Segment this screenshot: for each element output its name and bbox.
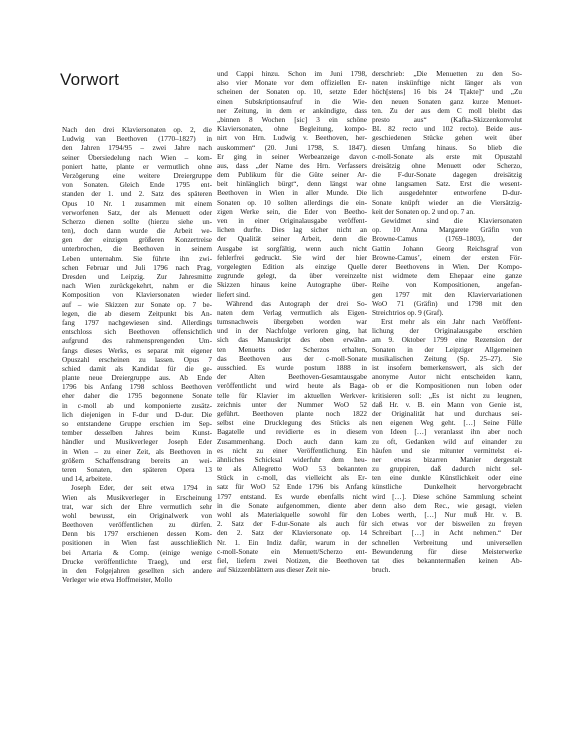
text-line: am 9. Oktober 1799 eine Rezension der xyxy=(372,336,522,345)
text-line: anonyme Autor nicht entscheiden kann, xyxy=(372,373,522,382)
text-line: lich ausgedehnter entworfene D-dur- xyxy=(372,189,522,198)
text-line: ner Zeitung, in dem er ankündigte, dass xyxy=(217,106,367,115)
text-line: höch[stens] 16 bis 24 T[akte]“ und „Zu xyxy=(372,88,522,97)
text-line: ob er die Kompositionen nun loben oder xyxy=(372,382,522,391)
text-line: es nicht zu einer Veröffentlichung. Ein xyxy=(217,446,367,455)
text-line: sich etwas vor der bisweilen zu freyen xyxy=(372,520,522,529)
text-line: von Ideen […] veranlasst ihn aber noch xyxy=(372,428,522,437)
text-line: Klaviersonaten, ohne Begleitung, kompo- xyxy=(217,125,367,134)
text-line: lich diejenigen in F-dur und D-dur. Die xyxy=(62,410,212,419)
text-line: fehlerfrei gedruckt. Sie wird der hier xyxy=(217,253,367,262)
text-line: aus, dass „der Name des Hrn. Verfassers xyxy=(217,161,367,170)
text-line: schied damit als Kandidat für die ge- xyxy=(62,364,212,373)
text-line: BL 82 recto und 102 recto). Beide aus- xyxy=(372,125,522,134)
text-line: zu oft, Gedanken wild auf einander zu xyxy=(372,437,522,446)
text-line: Opuszahl erscheinen zu lassen. Opus 7 xyxy=(62,355,212,364)
text-line: Wien als Musikverleger in Erscheinung xyxy=(62,493,212,502)
text-line: entschloss sich Beethoven offensichtlich xyxy=(62,328,212,337)
text-line: Gattin Johann Georg Reichsgraf von xyxy=(372,244,522,253)
text-line: gen 1797 mit den Klaviervariationen xyxy=(372,290,522,299)
text-line: trat, war sich der Ehre vermutlich sehr xyxy=(62,502,212,511)
text-line: Während das Autograph der drei So- xyxy=(226,299,367,308)
text-line: nach Wien zurückgekehrt, nahm er die xyxy=(62,282,212,291)
text-line: Verleger wie etwa Hoffmeister, Mollo xyxy=(62,576,173,585)
text-line: auskommen“ (20. Juni 1798, S. 1847). xyxy=(217,143,367,152)
text-line: „binnen 8 Wochen [sic] 3 ein schöne xyxy=(217,115,367,124)
text-line: 1796 bis Anfang 1798 schloss Beethoven xyxy=(62,383,212,392)
text-line: poniert hatte, plante er vermutlich ohne xyxy=(62,162,212,171)
text-line: der Originalität hat und durchaus sei- xyxy=(372,409,522,418)
text-line: einen Subskriptionsaufruf in die Wie- xyxy=(217,97,367,106)
text-column-2 xyxy=(217,70,367,575)
text-line: Sonaten in der Leipziger Allgemeinen xyxy=(372,345,522,354)
text-line: Stück in c-moll, das vielleicht als Er- xyxy=(217,474,367,483)
text-line: fangs dieses Werks, es separat mit eigener xyxy=(62,346,212,355)
text-line: zigen Werke sein, die Eder von Beetho- xyxy=(217,207,367,216)
text-line: Schreibart […] in Acht nehmen.“ Der xyxy=(372,529,522,538)
text-line: wohl als Materialquelle sowohl für den xyxy=(217,511,367,519)
text-line: ten), doch dann wurde die Arbeit we- xyxy=(62,227,212,236)
text-line: in Wien – zu einer Zeit, als Beethoven in xyxy=(62,447,212,456)
text-line: Komposition von Klaviersonaten wieder xyxy=(62,291,212,300)
text-line: 1797 entstand. Es wurde ebenfalls nicht xyxy=(217,492,367,501)
text-line: den Jahren 1794/95 – zwei Jahre nach xyxy=(62,144,212,153)
text-line: telle für Klavier im aktuellen Werkver- xyxy=(217,391,367,400)
text-line: Sonaten op. 10 sollten allerdings die ein- xyxy=(217,198,367,207)
text-line: diesen Umfang hinaus. So blieb die xyxy=(372,143,522,152)
text-line: Sonate knüpft wieder an die Viersätzig- xyxy=(372,198,522,207)
text-line: in c-moll ab und komponierte zusätz- xyxy=(62,401,212,410)
text-line: presto aus“ (Kafka-Skizzenkonvolut xyxy=(372,115,522,124)
text-line: legen, die ab diesem Zeitpunkt bis An- xyxy=(62,309,212,318)
text-line: selbst eine Drucklegung des Stücks als xyxy=(217,419,367,428)
text-line: tumsnachweis übergeben worden war xyxy=(217,318,367,327)
text-line: Er ging in seiner Werbeanzeige davon xyxy=(217,152,367,161)
text-line: denn also dem Rec., wie gesagt, vielen xyxy=(372,501,522,510)
text-line: Verzögerung eine weitere Dreiergruppe xyxy=(62,171,212,180)
text-line: gen der einzigen größeren Konzertreise xyxy=(62,236,212,245)
text-line: sich das Manuskript des oben erwähn- xyxy=(217,336,367,345)
text-line: also vier Monate vor dem offiziellen Er- xyxy=(217,79,367,88)
text-line: auf Skizzenblättern aus dieser Zeit nie- xyxy=(217,566,331,575)
text-line: naten dem Verlag vermutlich als Eigen- xyxy=(217,308,367,317)
text-line: nist widmete dem Ehepaar eine ganze xyxy=(372,272,522,281)
text-line: fiel, liefern zwei Notizen, die Beethoven xyxy=(217,556,367,565)
text-line: dreisätzig ohne Menuett oder Scherzo, xyxy=(372,161,522,170)
text-line: Zusammenhang. Doch auch dann kam xyxy=(217,437,367,446)
text-line: in den Folgejahren gesellten sich andere xyxy=(62,567,212,575)
text-line: Joseph Eder, der seit etwa 1794 in xyxy=(71,484,212,493)
text-column-1 xyxy=(62,126,212,585)
text-line: liefert sind. xyxy=(217,290,251,299)
text-line: wird […]. Diese schöne Sammlung scheint xyxy=(372,492,522,501)
text-line: ist insofern bemerkenswert, als sich der xyxy=(372,364,522,372)
text-line: geschiedenen Stücke gehen weit über xyxy=(372,134,522,143)
text-line: c-moll-Sonate ein Menuett/Scherzo ent- xyxy=(217,547,367,556)
text-line: derschrieb: „Die Menuetten zu den So- xyxy=(372,70,522,78)
text-line: c-moll-Sonate als erste mit Opuszahl xyxy=(372,152,522,161)
text-line: von Sonaten. Gleich Ende 1795 ent- xyxy=(62,181,212,190)
text-line: dem Publikum für die Güte seiner Ar- xyxy=(217,171,367,180)
text-line: Ludwig van Beethoven (1770–1827) in xyxy=(62,135,212,144)
text-line: plante neue Dreiergruppe aus. Ab Ende xyxy=(62,374,212,383)
text-line: Opus 10 Nr. 1 zusammen mit einem xyxy=(62,199,212,208)
page-title: Vorwort xyxy=(60,70,120,89)
text-line: den 2. Satz der Klaviersonate op. 14 xyxy=(217,529,367,538)
text-line: und 14, arbeitete. xyxy=(62,475,113,484)
text-line: naten inskünftige nicht länger als von xyxy=(372,79,522,88)
text-line: veröffentlicht und wird heute als Baga- xyxy=(217,382,367,391)
text-line: nen eigenen Weg geht. […] Seine Fülle xyxy=(372,419,522,428)
text-line: standen der 1. und 2. Satz des späteren xyxy=(62,190,212,199)
text-line: tember desselben Jahres beim Kunst- xyxy=(62,429,212,438)
text-line: schen Februar und Juli 1796 nach Prag, xyxy=(62,263,212,272)
text-line: Lobes werth, […] Nur muß Hr. v. B. xyxy=(372,511,522,519)
text-line: Nr. 1. Ein Indiz dafür, warum in der xyxy=(217,538,367,547)
text-line: Ausgabe ist sorgfältig, wenn auch nicht xyxy=(217,244,367,253)
text-line: geführt. Beethoven plante noch 1822 xyxy=(217,409,367,418)
text-line: Nach den drei Klaviersonaten op. 2, die xyxy=(62,126,212,134)
text-line: lichen durfte. Dies lag sicher nicht an xyxy=(217,226,367,235)
text-line: scheinen der Sonaten op. 10, setzte Eder xyxy=(217,88,367,97)
text-line: Beethoven in Wien in aller Munde. Die xyxy=(217,189,367,198)
text-line: lichung der Originalausgabe erschien xyxy=(372,327,522,336)
text-line: Browne-Camus (1769–1803), der xyxy=(372,235,522,244)
text-line: häufen und sie mitunter vermittelst ei- xyxy=(372,446,522,455)
text-line: tat dies bekanntermaßen keinen Ab- xyxy=(372,556,522,565)
text-line: schnellen Verbreitung und universellen xyxy=(372,538,522,547)
text-line: WoO 71 (Gräfin) und 1798 mit den xyxy=(372,299,522,308)
text-line: Streichtrios op. 9 (Graf). xyxy=(372,308,444,317)
text-line: teren Sonaten, den späteren Opera 13 xyxy=(62,465,212,474)
text-line: Erst mehr als ein Jahr nach Veröffent- xyxy=(381,318,522,327)
text-line: und Cappi hinzu. Schon im Juni 1798, xyxy=(217,70,367,78)
text-column-3 xyxy=(372,70,522,575)
text-line: Drucke veröffentlichte Traeg), und erst xyxy=(62,557,212,566)
text-line: ten Menuetts oder Scherzos erhalten, xyxy=(217,345,367,354)
text-line: musikalischen Zeitung (Sp. 25–27). Sie xyxy=(372,354,522,363)
text-line: keit der Sonaten op. 2 und op. 7 an. xyxy=(372,207,475,216)
text-line: ten eine dunkle Künstlichkeit oder eine xyxy=(372,474,522,483)
text-line: fang 1797 nachgewiesen sind. Allerdings xyxy=(62,318,212,327)
text-line: aufgrund des rahmensprengenden Um- xyxy=(62,337,212,346)
text-line: Scherzo dienen sollte (hierzu siehe un- xyxy=(62,217,212,226)
text-line: wohl bewusst, ein Originalwerk von xyxy=(62,511,212,520)
text-line: und in der Nachfolge verloren ging, hat xyxy=(217,327,367,336)
text-line: das Beethoven aus der c-moll-Sonate xyxy=(217,354,367,363)
text-line: positionen in Wien fast ausschließlich xyxy=(62,539,212,548)
text-line: unterbrochen, die Beethoven in seinem xyxy=(62,245,212,254)
text-line: Browne-Camus’, einem der ersten För- xyxy=(372,253,522,262)
text-line: op. 10 Anna Margarete Gräfin von xyxy=(372,226,522,235)
text-line: der Alten Beethoven-Gesamtausgabe xyxy=(217,373,367,382)
text-line: te als Allegretto WoO 53 bekannten xyxy=(217,465,367,474)
text-line: Skizzen hinaus keine Autographe über- xyxy=(217,281,367,290)
text-line: Reihe von Kompositionen, angefan- xyxy=(372,281,522,290)
text-line: nirt von Hrn. Ludwig v. Beethoven, her- xyxy=(217,134,367,143)
text-line: so entstandene Gruppe erschien im Sep- xyxy=(62,420,212,428)
text-line: auf – wie Skizzen zur Sonate op. 7 be- xyxy=(62,300,212,309)
text-line: ähnliches Schicksal widerfuhr dem heu- xyxy=(217,455,367,464)
text-line: bei Artaria & Comp. (einige wenige xyxy=(62,548,212,557)
text-line: beit hinlänglich bürgt“, denn längst war xyxy=(217,180,367,189)
text-line: ohne langsamen Satz. Erst die wesent- xyxy=(372,180,522,189)
text-line: Denn bis 1797 erschienen dessen Kom- xyxy=(62,530,212,539)
text-line: Gewidmet sind die Klaviersonaten xyxy=(381,217,522,225)
text-line: ner etwas bizarren Manier dergestalt xyxy=(372,455,522,464)
text-line: Bagatelle und revidierte es in diesem xyxy=(217,428,367,437)
text-line: ven in einer Originalausgabe veröffent- xyxy=(217,217,367,225)
text-line: Leben unternahm. Sie führte ihn zwi- xyxy=(62,254,212,263)
text-line: Beethoven veröffentlichen zu dürfen. xyxy=(62,521,212,530)
text-line: größem Schaffensdrang bereits an wei- xyxy=(62,456,212,465)
text-line: künstliche Dunkelheit hervorgebracht xyxy=(372,483,522,492)
text-line: seiner Übersiedelung nach Wien – kom- xyxy=(62,153,212,162)
text-line: Dresden und Leipzig. Zur Jahresmitte xyxy=(62,273,212,281)
text-line: händler und Musikverleger Joseph Eder xyxy=(62,438,212,447)
text-line: 2. Satz der F-dur-Sonate als auch für xyxy=(217,520,367,529)
text-line: satz für WoO 52 Ende 1796 bis Anfang xyxy=(217,483,367,492)
text-line: Bewunderung für diese Meisterwerke xyxy=(372,547,522,556)
text-line: vorgelegten Edition als einzige Quelle xyxy=(217,262,367,271)
text-line: zugrunde gelegt, da über vereinzelte xyxy=(217,272,367,281)
text-line: in die Sonate aufgenommen, diente aber xyxy=(217,501,367,510)
text-line: ten. Zu der aus dem C moll bleibt das xyxy=(372,106,522,115)
text-line: der Qualität seiner Arbeit, denn die xyxy=(217,235,367,244)
text-line: kritisieren soll: „Es ist nicht zu leugnen, xyxy=(372,391,522,400)
text-line: die F-dur-Sonate dagegen dreisätzig xyxy=(372,171,522,180)
text-line: den neuen Sonaten ganz kurze Menuet- xyxy=(372,97,522,106)
text-line: verworfenen Satz, der als Menuett oder xyxy=(62,208,212,217)
text-line: bruch. xyxy=(372,566,391,575)
text-line: zu gruppiren, daß dadurch nicht sel- xyxy=(372,465,522,474)
text-line: zeichnis unter der Nummer WoO 52 xyxy=(217,400,367,409)
text-line: daß Hr. v. B. ein Mann von Genie ist, xyxy=(372,400,522,409)
text-line: derer Beethovens in Wien. Der Kompo- xyxy=(372,262,522,271)
text-line: ausschied. Es wurde postum 1888 in xyxy=(217,364,367,372)
text-line: eher daher die 1795 begonnene Sonate xyxy=(62,392,212,401)
